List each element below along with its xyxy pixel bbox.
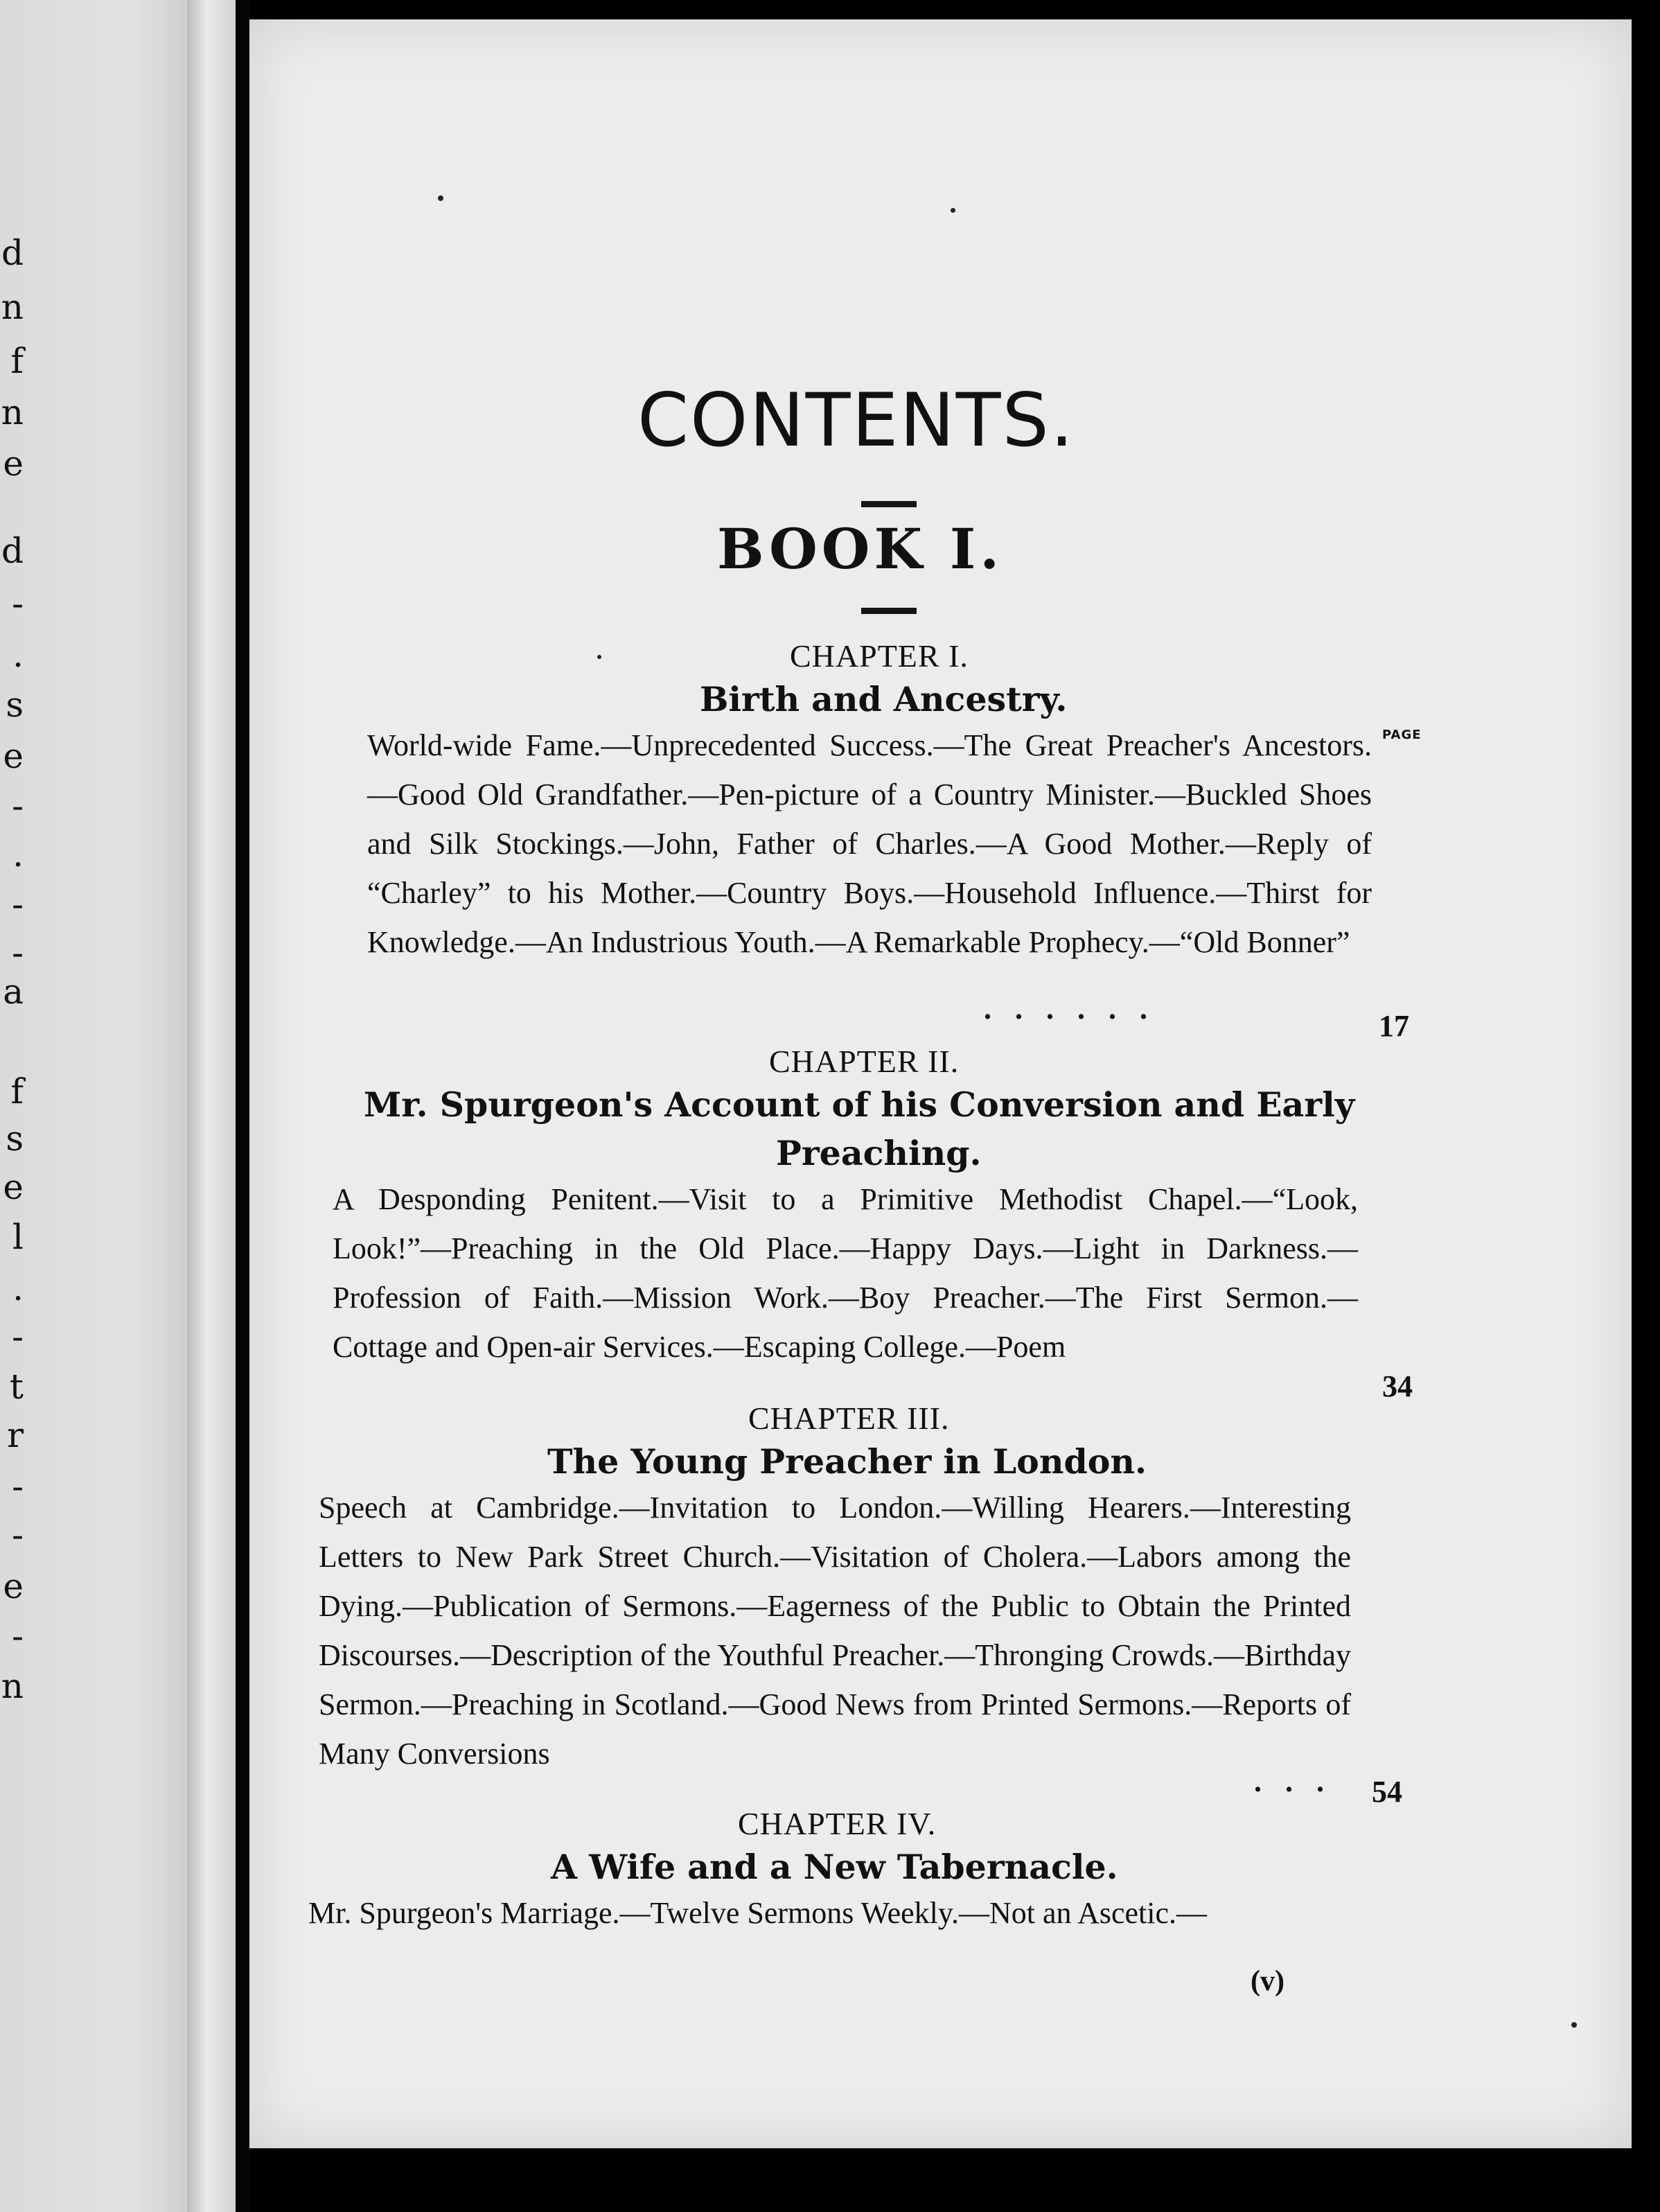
- book-rule: [861, 608, 917, 614]
- chapter-number: CHAPTER IV.: [738, 1806, 937, 1841]
- left-page-fragment: -: [12, 1616, 24, 1656]
- left-page-fragment: -: [12, 1317, 24, 1357]
- gutter-shadow: [236, 0, 251, 2212]
- left-page-fragment: .: [12, 635, 24, 675]
- book-gutter: [187, 0, 236, 2212]
- left-page-fragment: n: [1, 287, 24, 327]
- left-page-fragment: n: [1, 392, 24, 432]
- book-heading: BOOK I.: [717, 516, 1004, 581]
- chapter-title: Mr. Spurgeon's Account of his Conversion and Early: [364, 1085, 1355, 1125]
- left-page-fragment: e: [3, 1566, 24, 1606]
- left-page-fragment: .: [12, 1268, 24, 1308]
- left-page-fragment: e: [3, 444, 24, 484]
- scan-speck: [951, 208, 955, 213]
- left-page-fragment: f: [10, 341, 24, 381]
- left-page-fragment: e: [3, 736, 24, 776]
- chapter-title: A Wife and a New Tabernacle.: [551, 1847, 1118, 1887]
- scan-speck: [438, 195, 443, 201]
- left-page-fragment: d: [1, 233, 24, 273]
- page-number: 17: [1379, 1009, 1409, 1043]
- chapter-synopsis: Mr. Spurgeon's Marriage.—Twelve Sermons Weekly.—Not an Ascetic.—: [308, 1896, 1208, 1930]
- chapter-synopsis: World-wide Fame.—Unprecedented Success.—The Great Preacher's Ancestors.—Good Old Grandfather.—Pen-picture of a Country Minister.—Buckled Shoes and Silk Stockings.—John, Father of Charles.—A Good Mother.—Reply of “Charley” to his Mother.—Country Boys.—Household Influence.—Thirst for Knowledge.—An Industrious Youth.—A Remarkable Prophecy.—“Old Bonner”: [367, 728, 1372, 959]
- scan-speck: [1571, 2022, 1577, 2028]
- chapter-number: CHAPTER I.: [790, 638, 969, 674]
- leader-dots: ......: [984, 992, 1171, 1026]
- page-folio: (v): [1251, 1965, 1284, 1997]
- chapter-title: Preaching.: [776, 1133, 982, 1173]
- left-page-fragment: f: [10, 1071, 24, 1112]
- left-page-fragment: s: [6, 685, 24, 725]
- left-page-fragment: -: [12, 786, 24, 826]
- left-page-fragment: s: [6, 1118, 24, 1159]
- chapter-number: CHAPTER II.: [769, 1044, 960, 1079]
- scan-border: [1632, 0, 1660, 2212]
- left-page-fragment: r: [7, 1415, 24, 1455]
- scan-speck: [597, 655, 601, 659]
- chapter-title: The Young Preacher in London.: [547, 1441, 1147, 1482]
- page-number: 34: [1382, 1369, 1413, 1403]
- page-title: CONTENTS.: [637, 378, 1075, 463]
- left-page-fragment: t: [9, 1367, 24, 1407]
- chapter-synopsis: A Desponding Penitent.—Visit to a Primitive Methodist Chapel.—“Look, Look!”—Preaching in the Old Place.—Happy Days.—Light in Darkness.—Profession of Faith.—Mission Work.—Boy Preacher.—The First Sermon.—Cottage and Open-air Services.—Escaping College.—Poem: [333, 1182, 1358, 1364]
- left-page-fragment: e: [3, 1167, 24, 1207]
- left-page-fragment: n: [1, 1666, 24, 1706]
- page-column-label: PAGE: [1382, 728, 1422, 742]
- left-page-fragment: -: [12, 1515, 24, 1555]
- page-number: 54: [1372, 1775, 1402, 1809]
- title-rule: [861, 501, 917, 507]
- left-page-fragment: -: [12, 1466, 24, 1507]
- contents-page: [249, 19, 1632, 2148]
- left-page-fragment: l: [12, 1217, 24, 1257]
- chapter-number: CHAPTER III.: [748, 1401, 950, 1436]
- left-page-fragment: -: [12, 884, 24, 924]
- left-page-fragment: d: [1, 531, 24, 571]
- left-page-fragment: -: [12, 583, 24, 624]
- chapter-synopsis: Speech at Cambridge.—Invitation to London.—Willing Hearers.—Interesting Letters to New Park Street Church.—Visitation of Cholera.—Labors among the Dying.—Publication of Sermons.—Eagerness of the Public to Obtain the Printed Discourses.—Description of the Youthful Preacher.—Thronging Crowds.—Birthday Sermon.—Preaching in Scotland.—Good News from Printed Sermons.—Reports of Many Conversions: [319, 1491, 1351, 1771]
- leader-dots: ...: [1254, 1764, 1348, 1798]
- chapter-title: Birth and Ancestry.: [700, 679, 1068, 719]
- left-page-fragment: .: [12, 834, 24, 875]
- left-page-fragment: a: [3, 972, 24, 1012]
- left-page-margin: [0, 0, 187, 2212]
- left-page-fragment: -: [12, 933, 24, 973]
